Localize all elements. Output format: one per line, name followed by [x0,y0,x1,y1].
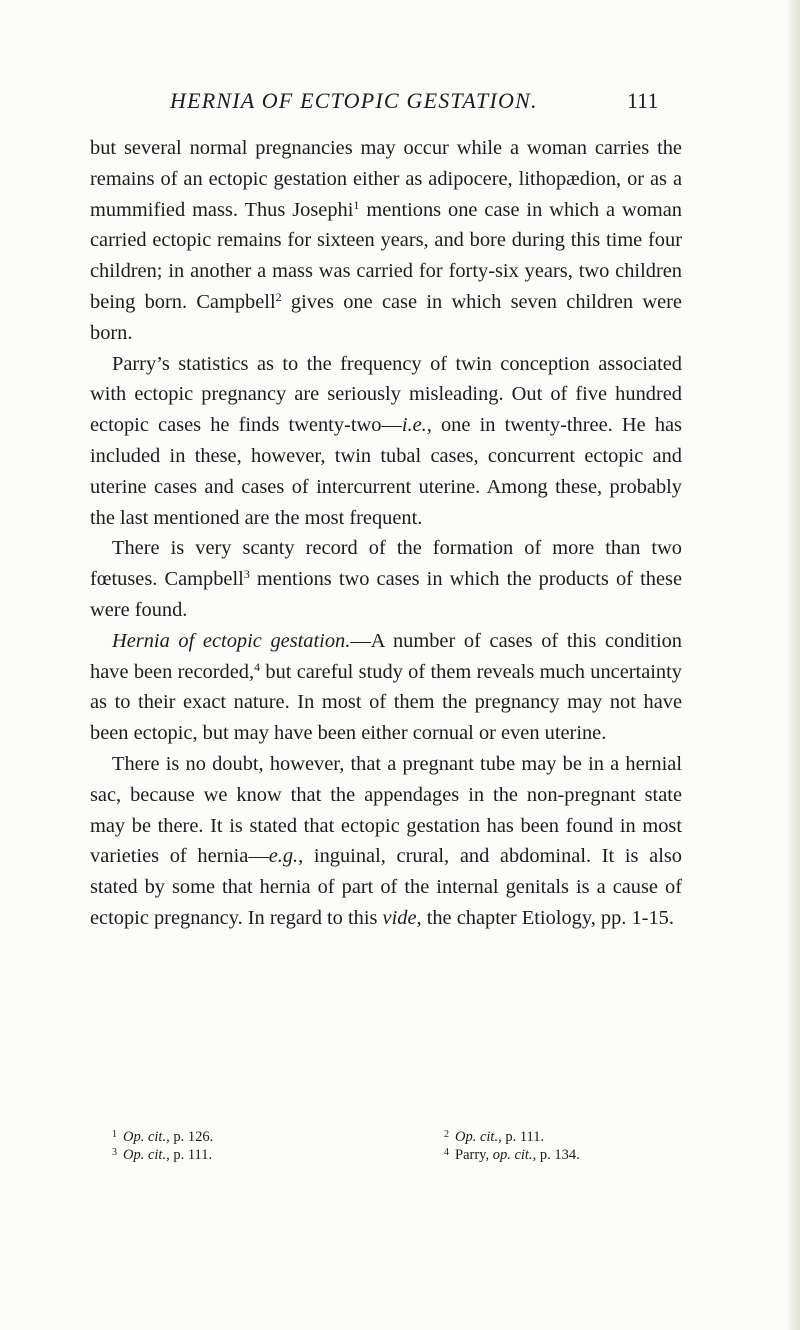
footnote-1: $^1$ Op. cit., p. 126. [112,1129,214,1145]
footnote-4: $^4$ Parry, op. cit., p. 134. [444,1147,580,1163]
section-heading: Hernia of ectopic gestation. [112,629,351,652]
paragraph-4: Hernia of ectopic gestation.—A number of cases of this condition have been recorded,$^4$ but careful study of them reveals much uncertainty as to their exact nature. In most of them the pregnancy may not have been ectopic, but may have been either cornual or even uterine. [90,629,683,745]
footnote-ref-3: 3 [243,567,250,582]
paragraph-3: There is very scanty record of the formation of more than two fœtuses. Campbell$^3$ mentions two cases in which the products of these were found. [90,537,682,621]
footnotes [112,1128,692,1164]
footnote-2: $^2$ Op. cit., p. 111. [444,1129,545,1145]
footnote-3: $^3$ Op. cit., p. 111. [112,1147,213,1163]
body-text [90,133,682,934]
page-header [0,88,800,122]
paragraph-5: There is no doubt, however, that a pregnant tube may be in a hernial sac, because we know that the appendages in the non-pregnant state may be there. It is stated that ectopic gestation has been found in most varieties of hernia—e.g., inguinal, crural, and abdominal. It is also stated by some that hernia of part of the internal genitals is a cause of ectopic pregnancy. In regard to this vide, the chapter Etiology, pp. 1-15. [90,752,682,929]
footnote-ref-2: 2 [275,289,282,304]
footnote-row [112,1128,692,1146]
footnote-ref-1: 1 [353,197,360,212]
page-edge-shadow [786,0,800,1330]
footnote-row [112,1146,692,1164]
footnote-ref-4: 4 [254,659,261,674]
paragraph-1: but several normal pregnancies may occur while a woman carries the remains of an ectopic gestation either as adipocere, lithopædion, or as a mummified mass. Thus Josephi$^1$ mentions one case in which a woman carried ectopic remains for sixteen years, and bore during this time four children; in another a mass was carried for forty-six years, two children being born. Campbell$^2$ gives one case in which seven children were born. [90,137,682,344]
running-title: HERNIA OF ECTOPIC GESTATION. [170,88,538,113]
page-number: 111 [627,88,659,113]
paragraph-2: Parry’s statistics as to the frequency of twin conception associated with ectopic pregnancy are seriously misleading. Out of five hundred ectopic cases he finds twenty-two—i.e., one in twenty-three. He has included in these, however, twin tubal cases, concurrent ectopic and uterine cases and cases of intercurrent uterine. Among these, probably the last mentioned are the most frequent. [90,352,682,529]
